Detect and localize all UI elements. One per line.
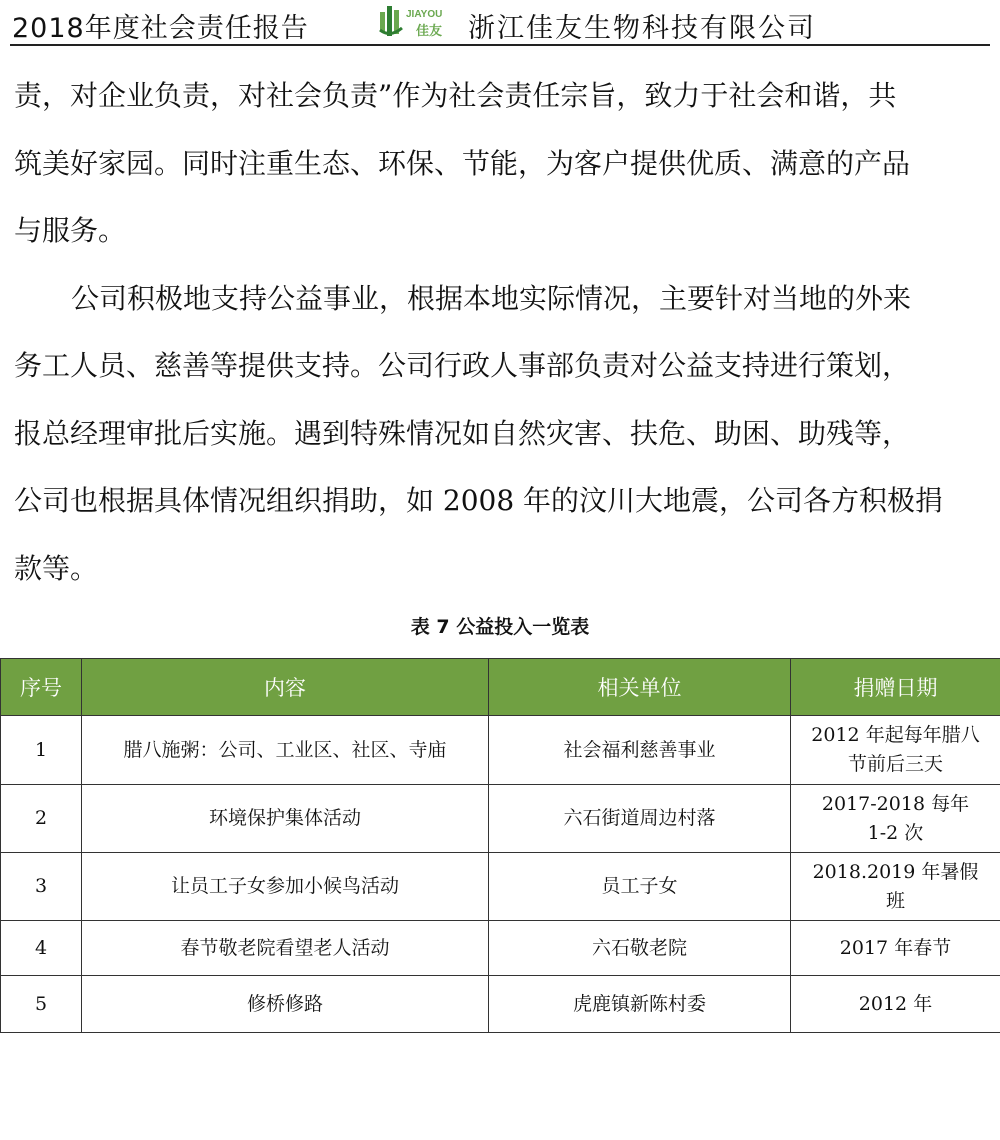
company-name: 浙江佳友生物科技有限公司 — [468, 13, 816, 44]
paragraph-line: 款等。 — [14, 551, 99, 585]
cell-date-line: 班 — [885, 889, 905, 912]
table-row — [1, 716, 1000, 785]
jiayou-logo — [376, 2, 458, 40]
logo-cn-text: 佳友 — [416, 24, 443, 39]
cell-content: 春节敬老院看望老人活动 — [82, 921, 489, 976]
paragraph-line: 筑美好家园。同时注重生态、环保、节能，为客户提供优质、满意的产品 — [14, 146, 911, 180]
header-unit: 相关单位 — [489, 659, 791, 716]
body-text — [14, 62, 990, 602]
cell-date — [791, 976, 1000, 1033]
page-header — [0, 0, 1000, 46]
paragraph-line: 务工人员、慈善等提供支持。公司行政人事部负责对公益支持进行策划， — [14, 349, 911, 382]
donation-table — [0, 658, 1000, 1033]
header-index: 序号 — [1, 659, 82, 716]
cell-index: 1 — [1, 716, 82, 785]
table-row — [1, 976, 1000, 1033]
cell-unit: 六石敬老院 — [489, 921, 791, 976]
paragraph-2 — [14, 265, 990, 603]
cell-date-line: 2017 年春节 — [839, 936, 952, 959]
cell-date-line: 2012 年起每年腊八 — [811, 724, 980, 746]
cell-date — [791, 785, 1000, 853]
table-caption: 表 7 公益投入一览表 — [410, 616, 590, 638]
header-date: 捐赠日期 — [791, 659, 1000, 716]
cell-date — [791, 853, 1000, 921]
paragraph-line: 责，对企业负责，对社会负责”作为社会责任宗旨，致力于社会和谐，共 — [14, 79, 897, 112]
cell-date-line: 2017-2018 每年 — [821, 792, 970, 815]
cell-unit: 六石街道周边村落 — [489, 785, 791, 853]
table-row — [1, 853, 1000, 921]
paragraph-line: 公司积极地支持公益事业，根据本地实际情况，主要针对当地的外来 — [71, 281, 912, 315]
paragraph-1 — [14, 62, 990, 265]
cell-unit: 员工子女 — [489, 853, 791, 921]
cell-content: 环境保护集体活动 — [82, 785, 489, 853]
cell-date — [791, 921, 1000, 976]
header-divider — [10, 44, 990, 46]
table-row — [1, 785, 1000, 853]
table-header-row — [1, 659, 1000, 716]
cell-index: 2 — [1, 785, 82, 853]
cell-date-line: 1-2 次 — [867, 821, 924, 844]
cell-content: 修桥修路 — [82, 976, 489, 1033]
table-row — [1, 921, 1000, 976]
cell-date — [791, 716, 1000, 785]
cell-unit: 社会福利慈善事业 — [489, 716, 791, 785]
logo-latin-text: JIAYOU — [406, 9, 443, 20]
cell-index: 4 — [1, 921, 82, 976]
cell-date-line: 2012 年 — [858, 992, 933, 1015]
cell-content: 腊八施粥：公司、工业区、社区、寺庙 — [82, 716, 489, 785]
cell-date-line: 节前后三天 — [847, 753, 943, 775]
cell-index: 5 — [1, 976, 82, 1033]
paragraph-line: 公司也根据具体情况组织捐助，如 2008 年的汶川大地震，公司各方积极捐 — [14, 484, 944, 517]
cell-content: 让员工子女参加小候鸟活动 — [82, 853, 489, 921]
report-title: 2018年度社会责任报告 — [12, 13, 309, 44]
cell-date-line: 2018.2019 年暑假 — [812, 860, 979, 883]
cell-index: 3 — [1, 853, 82, 921]
header-content: 内容 — [82, 659, 489, 716]
paragraph-line: 与服务。 — [14, 214, 127, 247]
paragraph-line: 报总经理审批后实施。遇到特殊情况如自然灾害、扶危、助困、助残等， — [14, 416, 911, 450]
cell-unit: 虎鹿镇新陈村委 — [489, 976, 791, 1033]
